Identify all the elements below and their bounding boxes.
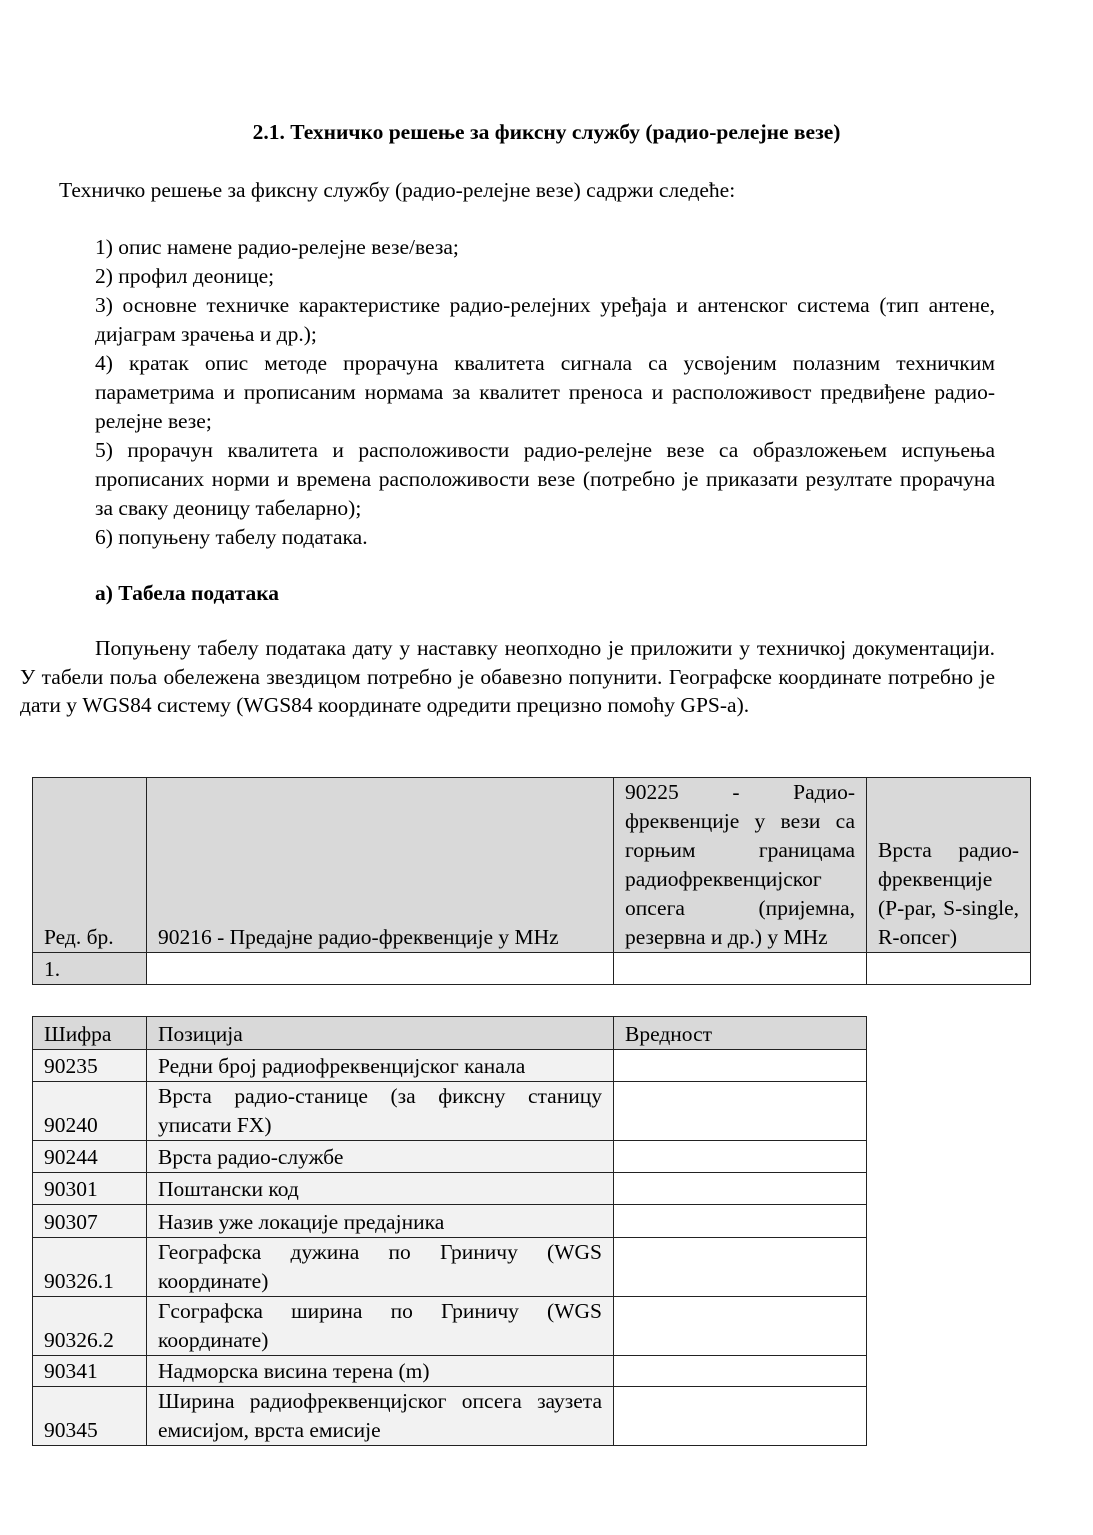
code-cell: 90345 [33,1387,147,1446]
position-cell: Ширина радиофреквенцијског опсега заузета емисијом, врста емисије [147,1387,614,1446]
list-item: 2) профил деонице; [95,264,275,288]
position-cell: Поштански код [147,1173,614,1205]
position-cell: Надморска висина терена (m) [147,1356,614,1387]
code-cell: 90244 [33,1141,147,1173]
code-cell: 90307 [33,1205,147,1238]
position-cell: Врста радио-службе [147,1141,614,1173]
table-row [33,1050,867,1082]
table-row [33,1387,867,1446]
position-cell: Гсографска ширина по Гриничу (WGS координате) [147,1297,614,1356]
table-row [33,1356,867,1387]
position-cell: Географска дужина по Гриничу (WGS координате) [147,1238,614,1297]
tx-frequency-input-cell[interactable] [147,953,614,985]
header-cell-frequency-type: Врста радио-фреквенције (P-par, S-single, R-опсег) [867,778,1031,953]
table-row [33,1238,867,1297]
value-input-cell[interactable] [614,1082,867,1141]
header-cell-value: Вредност [614,1017,867,1050]
table-row [33,1082,867,1141]
list-item: 1) опис намене радио-релејне везе/веза; [95,235,459,259]
table-row [33,1297,867,1356]
header-cell-related-frequencies: 90225 - Радио-фреквенције у вези са горњим границама радиофреквенцијског опсега (пријемна, резервна и др.) у MHz [614,778,867,953]
position-cell: Назив уже локације предајника [147,1205,614,1238]
row-number-cell: 1. [33,953,147,985]
data-table [32,1016,867,1446]
code-cell: 90240 [33,1082,147,1141]
code-cell: 90326.2 [33,1297,147,1356]
table-header-row [33,1017,867,1050]
value-input-cell[interactable] [614,1387,867,1446]
subheading: а) Табела података [95,581,280,605]
header-cell-tx-frequencies: 90216 - Предајне радио-фреквенције у MHz [147,778,614,953]
header-cell-code: Шифра [33,1017,147,1050]
table-row [33,1205,867,1238]
intro-text: Техничко решење за фиксну службу (радио-релејне везе) садржи следеће: [59,178,736,202]
table-row [33,1173,867,1205]
list-item: 5) прорачун квалитета и расположивости радио-релејне везе са образложењем испуњења прописаних норми и времена расположивости везе (потребно је приказати резултате прорачуна за сваку деоницу табеларно); [95,438,995,520]
list-item: 4) кратак опис методе прорачуна квалитета сигнала са усвојеним полазним техничким параметрима и прописаним нормама за квалитет преноса и расположивост предвиђене радио-релејне везе; [95,351,995,433]
list-item: 6) попуњену табелу података. [95,525,368,549]
related-frequency-input-cell[interactable] [614,953,867,985]
header-cell-row-number: Ред. бр. [33,778,147,953]
value-input-cell[interactable] [614,1050,867,1082]
value-input-cell[interactable] [614,1297,867,1356]
position-cell: Редни број радиофреквенцијског канала [147,1050,614,1082]
code-cell: 90235 [33,1050,147,1082]
requirements-list [95,233,995,552]
value-input-cell[interactable] [614,1238,867,1297]
table-header-row [33,778,1031,953]
code-cell: 90341 [33,1356,147,1387]
code-cell: 90326.1 [33,1238,147,1297]
value-input-cell[interactable] [614,1141,867,1173]
header-cell-position: Позиција [147,1017,614,1050]
section-title: 2.1. Техничко решење за фиксну службу (радио-релејне везе) [252,120,841,144]
table-row [33,1141,867,1173]
value-input-cell[interactable] [614,1173,867,1205]
code-cell: 90301 [33,1173,147,1205]
instructions-paragraph: Попуњену табелу података дату у наставку неопходно је приложити у техничкој документацији. У табели поља обележена звездицом потребно је обавезно попунити. Географске координате потребно је дати у WGS84 систему (WGS84 координате одредити прецизно помоћу GPS-а). [20,636,995,717]
value-input-cell[interactable] [614,1356,867,1387]
frequency-table [32,777,1031,985]
position-cell: Врста радио-станице (за фиксну станицу уписати FX) [147,1082,614,1141]
table-row [33,953,1031,985]
value-input-cell[interactable] [614,1205,867,1238]
list-item: 3) основне техничке карактеристике радио-релејних уређаја и антенског система (тип антене, дијаграм зрачења и др.); [95,293,995,346]
frequency-type-input-cell[interactable] [867,953,1031,985]
